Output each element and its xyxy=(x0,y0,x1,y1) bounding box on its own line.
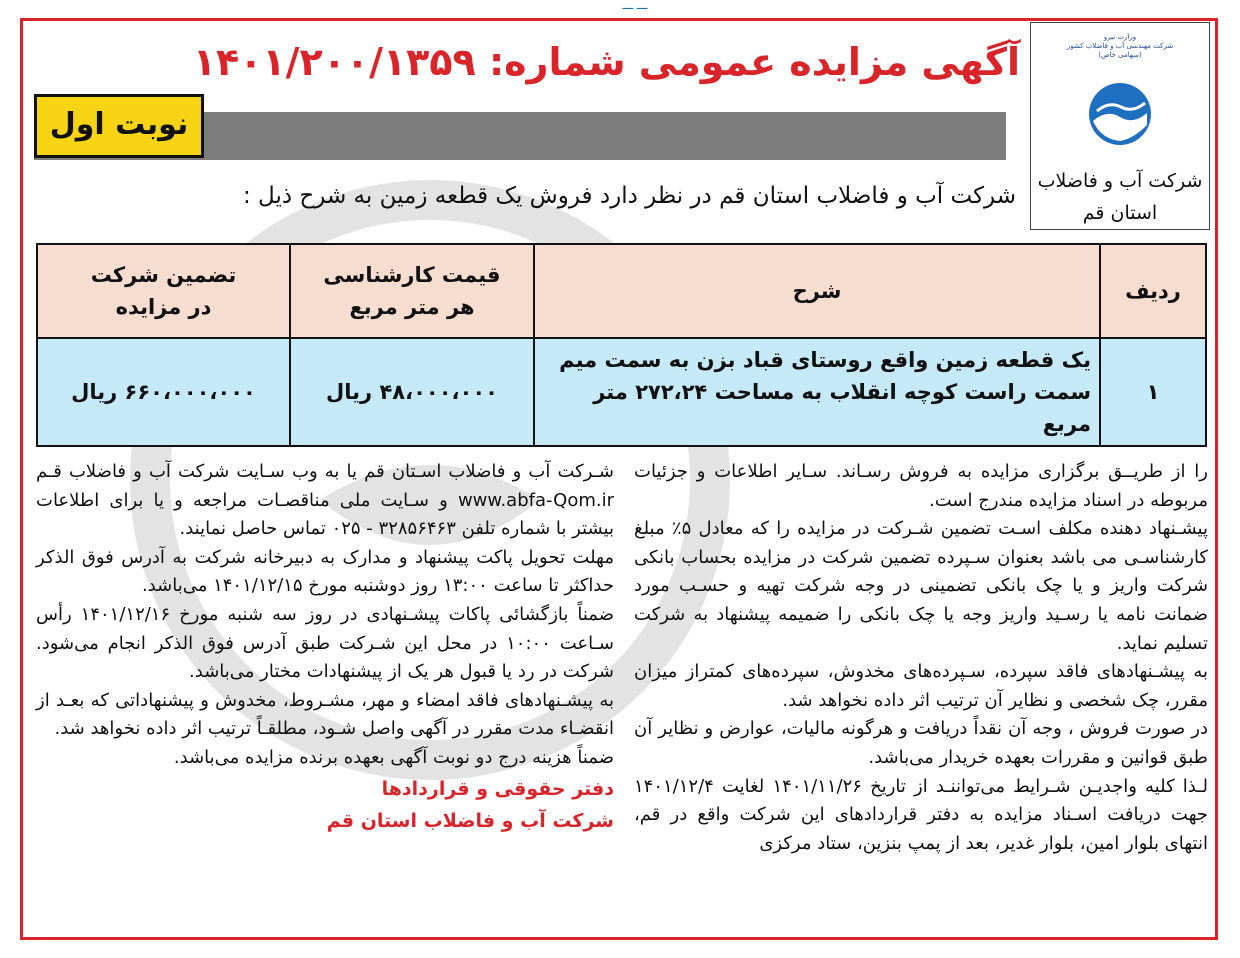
header-price: قیمت کارشناسی هر متر مربع xyxy=(290,244,534,338)
paragraph: را از طریــق برگزاری مزایده به فروش رسـاند. سـایر اطلاعات و جزئیات مربوطه در اسناد مزایده مندرج است. xyxy=(634,461,1208,511)
paragraph: شـرکت آب و فاضلاب اسـتان قم یا به وب سـایت شرکت آب و فاضلاب قـم www.abfa-Qom.ir و سـایت ملی مناقصـات مراجعه و یا برای اطلاعات بیشتر با شماره تلفن ۳۲۸۵۶۴۶۳ - ۰۲۵ تماس حاصل نمایند. xyxy=(36,461,614,540)
company-logo-box xyxy=(1030,22,1210,230)
table-row xyxy=(37,338,1206,446)
intro-text: شرکت آب و فاضلاب استان قم در نظر دارد فروش یک قطعه زمین به شرح ذیل : xyxy=(243,183,1016,209)
paragraph: مهلت تحویل پاکت پیشنهاد و مدارک به دبیرخانه شرکت به آدرس فوق الذکر حداکثر تا ساعت ۱۳:۰۰ روز دوشنبه مورخ ۱۴۰۱/۱۲/۱۵ می‌باشد. xyxy=(36,546,614,597)
signature-office: دفتر حقوقی و قراردادها xyxy=(381,777,614,800)
paragraph: ضمناً بازگشائی پاکات پیشـنهادی در روز سه شنبه مورخ ۱۴۰۱/۱۲/۱۶ رأس سـاعت ۱۰:۰۰ در محل این شـرکت طبق آدرس فوق الذکر انجام می‌شود. شرکت در رد یا قبول هر یک از پیشنهادات مختار می‌باشد. xyxy=(36,603,614,683)
cell-description: یک قطعه زمین واقع روستای قباد بزن به سمت میم سمت راست کوچه انقلاب به مساحت ۲۷۲،۲۴ متر مربع xyxy=(534,338,1100,446)
paragraph: در صورت فروش ، وجه آن نقداً دریافت و هرگونه مالیات، عوارض و نظایر آن طبق قوانین و مقررات بعهده خریدار می‌باشد. xyxy=(634,718,1208,768)
water-drop-logo-icon xyxy=(1087,81,1153,147)
round-badge: نوبت اول xyxy=(34,94,204,158)
paragraph: لـذا کلیه واجدیـن شـرایط می‌تواننـد از تاریخ ۱۴۰۱/۱۱/۲۶ لغایت ۱۴۰۱/۱۲/۴ جهت دریافت اسـناد مزایده به دفتر قراردادهای این شرکت واقع در قم، انتهای بلوار امین، بلوار غدیر، بعد از پمپ بنزین، ستاد مرکزی xyxy=(634,775,1208,854)
cell-row-number: ۱ xyxy=(1100,338,1206,446)
logo-ministry-text: وزارت نیرو شرکت مهندسی آب و فاضلاب کشور (سهامی خاص) xyxy=(1066,33,1174,59)
paragraph: به پیشـنهادهای فاقد امضاء و مهر، مشـروط، مخدوش و پیشنهاداتی که بعـد از انقضـاء مدت مقرر در آگهی واصل شـود، مطلقـاً ترتیب اثر داده نخواهد شد. xyxy=(36,689,614,740)
body-column-left xyxy=(36,458,614,837)
paragraph: پیشـنهاد دهنده مکلف اسـت تضمین شـرکت در مزایده را که معادل ۵٪ مبلغ کارشناسـی می باشد بعنوان سـپرده تضمین شرکت در مزایده بحساب بانکی شرکت واریز و یا چک بانکی تضمینی در وجه شرکت تهیه و حسـب مورد ضمانت نامه یا رسـید واریز وجه یا چک بانکی را ضمیمه پیشنهاد به شرکت تسلیم نماید. xyxy=(634,518,1208,654)
body-column-right xyxy=(634,458,1208,858)
logo-company-name: شرکت آب و فاضلاب استان قم xyxy=(1037,170,1203,224)
cell-guarantee: ۶۶۰،۰۰۰،۰۰۰ ریال xyxy=(37,338,290,446)
paragraph: به پیشـنهادهای فاقد سپرده، سـپرده‌های مخدوش، سپرده‌های کمتراز میزان مقرر، چک شخصی و نظایر آن ترتیب اثر داده نخواهد شد. xyxy=(634,661,1208,711)
top-mark: ـــ ـــ xyxy=(622,0,648,12)
paragraph: ضمناً هزینه درج دو نوبت آگهی بعهده برنده مزایده می‌باشد. xyxy=(173,746,614,768)
header-guarantee: تضمین شرکت در مزایده xyxy=(37,244,290,338)
header-row-number: ردیف xyxy=(1100,244,1206,338)
page-title: آگهی مزایده عمومی شماره: ۱۴۰۱/۲۰۰/۱۳۵۹ xyxy=(192,40,1020,84)
table-header-row xyxy=(37,244,1206,338)
auction-table xyxy=(36,243,1207,447)
cell-price: ۴۸،۰۰۰،۰۰۰ ریال xyxy=(290,338,534,446)
signature-company: شرکت آب و فاضلاب استان قم xyxy=(326,809,614,832)
header-description: شرح xyxy=(534,244,1100,338)
